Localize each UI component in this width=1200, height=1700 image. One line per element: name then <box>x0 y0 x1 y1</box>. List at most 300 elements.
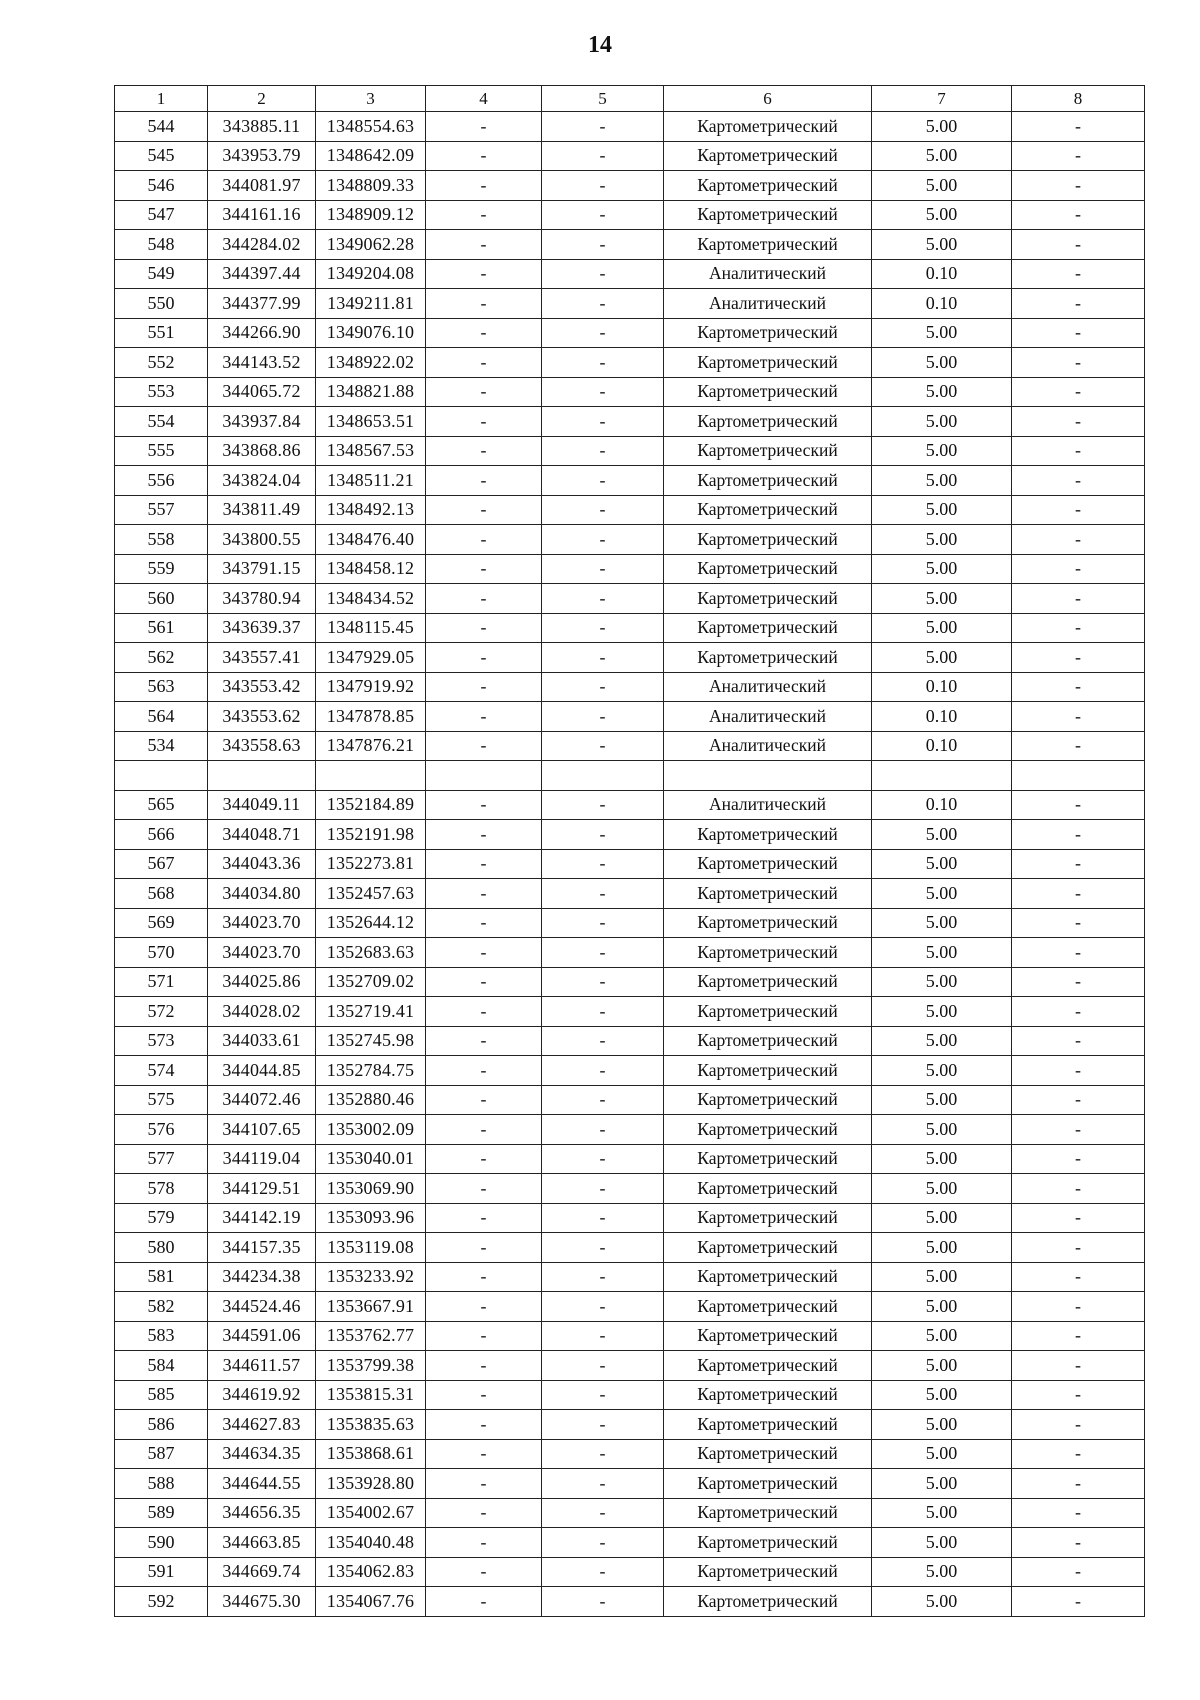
col-4-value-cell: - <box>426 643 542 673</box>
col-4-value-cell: - <box>426 554 542 584</box>
precision-cell: 5.00 <box>872 584 1012 614</box>
precision-cell: 5.00 <box>872 230 1012 260</box>
col-4-value-cell: - <box>426 702 542 732</box>
table-row <box>115 1380 1145 1410</box>
col-5-value-cell: - <box>542 1557 664 1587</box>
col-8-value-cell: - <box>1012 112 1145 142</box>
col-4-value-cell: - <box>426 1587 542 1617</box>
table-row <box>115 731 1145 761</box>
col-5-value-cell: - <box>542 1528 664 1558</box>
col-5-value-cell: - <box>542 1056 664 1086</box>
method-cell: Картометрический <box>664 1056 872 1086</box>
method-cell: Картометрический <box>664 495 872 525</box>
coord-x-cell: 344119.04 <box>208 1144 316 1174</box>
col-4-value-cell: - <box>426 1351 542 1381</box>
precision-cell: 0.10 <box>872 702 1012 732</box>
point-number-cell: 544 <box>115 112 208 142</box>
col-8-value-cell: - <box>1012 1380 1145 1410</box>
col-8-value-cell: - <box>1012 1321 1145 1351</box>
precision-cell: 5.00 <box>872 1026 1012 1056</box>
col-4-value-cell: - <box>426 672 542 702</box>
col-4-value-cell: - <box>426 318 542 348</box>
col-4-value-cell: - <box>426 436 542 466</box>
point-number-cell: 591 <box>115 1557 208 1587</box>
col-8-value-cell: - <box>1012 1174 1145 1204</box>
col-5-value-cell: - <box>542 466 664 496</box>
column-header-8: 8 <box>1012 86 1145 112</box>
point-number-cell: 557 <box>115 495 208 525</box>
col-5-value-cell: - <box>542 1203 664 1233</box>
coord-x-cell: 344644.55 <box>208 1469 316 1499</box>
table-row <box>115 761 1145 791</box>
table-row <box>115 849 1145 879</box>
table-row <box>115 790 1145 820</box>
col-5-value-cell: - <box>542 908 664 938</box>
coord-x-cell: 344034.80 <box>208 879 316 909</box>
col-4-value-cell: - <box>426 525 542 555</box>
coord-x-cell: 344656.35 <box>208 1498 316 1528</box>
coord-y-cell: 1352273.81 <box>316 849 426 879</box>
table-row <box>115 112 1145 142</box>
method-cell: Картометрический <box>664 1262 872 1292</box>
precision-cell: 0.10 <box>872 259 1012 289</box>
col-8-value-cell: - <box>1012 171 1145 201</box>
method-cell: Аналитический <box>664 790 872 820</box>
col-4-value-cell: - <box>426 200 542 230</box>
precision-cell: 5.00 <box>872 377 1012 407</box>
col-5-value-cell: - <box>542 495 664 525</box>
column-header-2: 2 <box>208 86 316 112</box>
method-cell: Картометрический <box>664 1587 872 1617</box>
method-cell: Картометрический <box>664 1174 872 1204</box>
coord-x-cell: 343553.42 <box>208 672 316 702</box>
table-row <box>115 967 1145 997</box>
coord-y-cell: 1348922.02 <box>316 348 426 378</box>
coord-x-cell: 343953.79 <box>208 141 316 171</box>
precision-cell: 5.00 <box>872 495 1012 525</box>
coord-y-cell: 1354002.67 <box>316 1498 426 1528</box>
coord-y-cell: 1352719.41 <box>316 997 426 1027</box>
method-cell: Картометрический <box>664 820 872 850</box>
coord-x-cell: 343800.55 <box>208 525 316 555</box>
col-5-value-cell: - <box>542 348 664 378</box>
point-number-cell: 550 <box>115 289 208 319</box>
col-5-value-cell: - <box>542 1351 664 1381</box>
point-number-cell: 554 <box>115 407 208 437</box>
table-row <box>115 1557 1145 1587</box>
precision-cell: 5.00 <box>872 997 1012 1027</box>
col-8-value-cell: - <box>1012 141 1145 171</box>
col-8-value-cell: - <box>1012 1469 1145 1499</box>
table-row <box>115 259 1145 289</box>
method-cell: Картометрический <box>664 1410 872 1440</box>
point-number-cell: 549 <box>115 259 208 289</box>
point-number-cell: 590 <box>115 1528 208 1558</box>
method-cell: Картометрический <box>664 1557 872 1587</box>
coord-y-cell: 1353119.08 <box>316 1233 426 1263</box>
col-8-value-cell: - <box>1012 525 1145 555</box>
precision-cell: 5.00 <box>872 1528 1012 1558</box>
precision-cell: 5.00 <box>872 1410 1012 1440</box>
coord-x-cell: 344044.85 <box>208 1056 316 1086</box>
col-8-value-cell: - <box>1012 1528 1145 1558</box>
col-5-value-cell: - <box>542 318 664 348</box>
method-cell: Картометрический <box>664 554 872 584</box>
coord-x-cell: 344065.72 <box>208 377 316 407</box>
col-4-value-cell: - <box>426 1203 542 1233</box>
precision-cell: 5.00 <box>872 1439 1012 1469</box>
coord-x-cell: 343553.62 <box>208 702 316 732</box>
coord-x-cell: 343885.11 <box>208 112 316 142</box>
method-cell: Картометрический <box>664 997 872 1027</box>
col-4-value-cell: - <box>426 1144 542 1174</box>
method-cell: Картометрический <box>664 1439 872 1469</box>
coord-y-cell: 1352191.98 <box>316 820 426 850</box>
coord-x-cell: 344157.35 <box>208 1233 316 1263</box>
point-number-cell: 566 <box>115 820 208 850</box>
point-number-cell: 585 <box>115 1380 208 1410</box>
precision-cell: 5.00 <box>872 820 1012 850</box>
precision-cell: 5.00 <box>872 1292 1012 1322</box>
col-4-value-cell: - <box>426 348 542 378</box>
point-number-cell: 563 <box>115 672 208 702</box>
col-8-value-cell: - <box>1012 731 1145 761</box>
col-5-value-cell: - <box>542 613 664 643</box>
col-5-value-cell: - <box>542 1410 664 1440</box>
col-4-value-cell: - <box>426 1026 542 1056</box>
method-cell: Аналитический <box>664 672 872 702</box>
column-header-3: 3 <box>316 86 426 112</box>
coord-y-cell: 1348476.40 <box>316 525 426 555</box>
table-row <box>115 702 1145 732</box>
table-row <box>115 525 1145 555</box>
col-4-value-cell: - <box>426 171 542 201</box>
col-8-value-cell: - <box>1012 1262 1145 1292</box>
col-5-value-cell: - <box>542 407 664 437</box>
col-8-value-cell: - <box>1012 289 1145 319</box>
point-number-cell: 581 <box>115 1262 208 1292</box>
col-8-value-cell: - <box>1012 495 1145 525</box>
coord-y-cell: 1348653.51 <box>316 407 426 437</box>
col-8-value-cell: - <box>1012 259 1145 289</box>
coord-y-cell: 1353667.91 <box>316 1292 426 1322</box>
precision-cell: 5.00 <box>872 1056 1012 1086</box>
col-8-value-cell: - <box>1012 1439 1145 1469</box>
table-row <box>115 318 1145 348</box>
precision-cell: 5.00 <box>872 1262 1012 1292</box>
coord-x-cell: 343557.41 <box>208 643 316 673</box>
method-cell <box>664 761 872 791</box>
method-cell: Картометрический <box>664 230 872 260</box>
point-number-cell: 564 <box>115 702 208 732</box>
col-4-value-cell: - <box>426 1321 542 1351</box>
method-cell: Картометрический <box>664 1026 872 1056</box>
col-4-value-cell: - <box>426 495 542 525</box>
coord-y-cell: 1352784.75 <box>316 1056 426 1086</box>
coord-x-cell: 343780.94 <box>208 584 316 614</box>
coord-x-cell: 344048.71 <box>208 820 316 850</box>
col-5-value-cell: - <box>542 554 664 584</box>
col-5-value-cell: - <box>542 1587 664 1617</box>
coord-x-cell: 343937.84 <box>208 407 316 437</box>
coord-y-cell: 1353069.90 <box>316 1174 426 1204</box>
point-number-cell: 576 <box>115 1115 208 1145</box>
coord-y-cell: 1352683.63 <box>316 938 426 968</box>
precision-cell: 0.10 <box>872 289 1012 319</box>
coord-y-cell: 1348434.52 <box>316 584 426 614</box>
col-5-value-cell: - <box>542 584 664 614</box>
table-row <box>115 466 1145 496</box>
coord-y-cell: 1353799.38 <box>316 1351 426 1381</box>
method-cell: Картометрический <box>664 879 872 909</box>
coord-x-cell: 344072.46 <box>208 1085 316 1115</box>
coord-y-cell: 1348909.12 <box>316 200 426 230</box>
col-4-value-cell: - <box>426 1469 542 1499</box>
col-8-value-cell: - <box>1012 938 1145 968</box>
point-number-cell: 572 <box>115 997 208 1027</box>
point-number-cell <box>115 761 208 791</box>
coord-x-cell: 344675.30 <box>208 1587 316 1617</box>
col-8-value-cell: - <box>1012 407 1145 437</box>
col-4-value-cell: - <box>426 466 542 496</box>
coord-x-cell: 344591.06 <box>208 1321 316 1351</box>
method-cell: Картометрический <box>664 436 872 466</box>
precision-cell: 5.00 <box>872 879 1012 909</box>
col-8-value-cell: - <box>1012 1292 1145 1322</box>
column-header-6: 6 <box>664 86 872 112</box>
coordinates-table <box>114 85 1145 1617</box>
point-number-cell: 567 <box>115 849 208 879</box>
col-5-value-cell: - <box>542 200 664 230</box>
col-5-value-cell: - <box>542 525 664 555</box>
point-number-cell: 558 <box>115 525 208 555</box>
precision-cell: 5.00 <box>872 1587 1012 1617</box>
col-4-value-cell: - <box>426 1498 542 1528</box>
col-5-value-cell: - <box>542 230 664 260</box>
coord-x-cell: 344524.46 <box>208 1292 316 1322</box>
column-header-7: 7 <box>872 86 1012 112</box>
col-5-value-cell: - <box>542 1262 664 1292</box>
col-5-value-cell: - <box>542 436 664 466</box>
col-8-value-cell: - <box>1012 1026 1145 1056</box>
column-header-4: 4 <box>426 86 542 112</box>
method-cell: Картометрический <box>664 938 872 968</box>
col-5-value-cell: - <box>542 377 664 407</box>
table-row <box>115 1144 1145 1174</box>
coord-y-cell: 1353928.80 <box>316 1469 426 1499</box>
coord-y-cell: 1352745.98 <box>316 1026 426 1056</box>
method-cell: Картометрический <box>664 1085 872 1115</box>
col-5-value-cell: - <box>542 702 664 732</box>
col-8-value-cell: - <box>1012 790 1145 820</box>
coord-y-cell: 1352709.02 <box>316 967 426 997</box>
col-5-value-cell: - <box>542 997 664 1027</box>
point-number-cell: 578 <box>115 1174 208 1204</box>
method-cell: Картометрический <box>664 967 872 997</box>
coord-x-cell: 344663.85 <box>208 1528 316 1558</box>
precision-cell: 5.00 <box>872 436 1012 466</box>
col-8-value-cell: - <box>1012 348 1145 378</box>
col-5-value-cell: - <box>542 790 664 820</box>
col-5-value-cell: - <box>542 1174 664 1204</box>
coord-x-cell: 344611.57 <box>208 1351 316 1381</box>
col-5-value-cell: - <box>542 731 664 761</box>
coord-y-cell: 1353762.77 <box>316 1321 426 1351</box>
method-cell: Картометрический <box>664 1233 872 1263</box>
precision-cell: 5.00 <box>872 938 1012 968</box>
coord-x-cell: 343824.04 <box>208 466 316 496</box>
coord-y-cell: 1349076.10 <box>316 318 426 348</box>
coord-y-cell: 1349204.08 <box>316 259 426 289</box>
table-row <box>115 436 1145 466</box>
method-cell: Картометрический <box>664 1203 872 1233</box>
col-4-value-cell: - <box>426 1233 542 1263</box>
precision-cell: 5.00 <box>872 1085 1012 1115</box>
coord-x-cell: 343811.49 <box>208 495 316 525</box>
table-row <box>115 554 1145 584</box>
col-5-value-cell: - <box>542 1380 664 1410</box>
col-4-value-cell: - <box>426 908 542 938</box>
precision-cell: 5.00 <box>872 171 1012 201</box>
precision-cell: 5.00 <box>872 1498 1012 1528</box>
table-row <box>115 908 1145 938</box>
col-8-value-cell: - <box>1012 613 1145 643</box>
method-cell: Картометрический <box>664 1380 872 1410</box>
point-number-cell: 584 <box>115 1351 208 1381</box>
coord-x-cell: 344023.70 <box>208 938 316 968</box>
precision-cell: 5.00 <box>872 554 1012 584</box>
col-4-value-cell: - <box>426 613 542 643</box>
precision-cell: 0.10 <box>872 790 1012 820</box>
precision-cell: 5.00 <box>872 141 1012 171</box>
coord-x-cell: 344234.38 <box>208 1262 316 1292</box>
coord-y-cell: 1348821.88 <box>316 377 426 407</box>
coord-x-cell: 344023.70 <box>208 908 316 938</box>
point-number-cell: 574 <box>115 1056 208 1086</box>
coord-x-cell: 344025.86 <box>208 967 316 997</box>
col-4-value-cell: - <box>426 289 542 319</box>
method-cell: Картометрический <box>664 1292 872 1322</box>
coord-y-cell: 1348809.33 <box>316 171 426 201</box>
point-number-cell: 534 <box>115 731 208 761</box>
table-row <box>115 879 1145 909</box>
coord-y-cell: 1348642.09 <box>316 141 426 171</box>
col-5-value-cell: - <box>542 967 664 997</box>
coord-y-cell: 1353233.92 <box>316 1262 426 1292</box>
method-cell: Картометрический <box>664 171 872 201</box>
col-8-value-cell: - <box>1012 820 1145 850</box>
table-row <box>115 1085 1145 1115</box>
table-row <box>115 141 1145 171</box>
col-5-value-cell: - <box>542 879 664 909</box>
column-header-1: 1 <box>115 86 208 112</box>
table-row <box>115 1439 1145 1469</box>
method-cell: Картометрический <box>664 141 872 171</box>
coord-x-cell: 344049.11 <box>208 790 316 820</box>
method-cell: Картометрический <box>664 1351 872 1381</box>
coord-x-cell: 344028.02 <box>208 997 316 1027</box>
col-5-value-cell: - <box>542 1321 664 1351</box>
col-4-value-cell: - <box>426 967 542 997</box>
table-row <box>115 200 1145 230</box>
precision-cell: 5.00 <box>872 1469 1012 1499</box>
method-cell: Картометрический <box>664 643 872 673</box>
table-row <box>115 1528 1145 1558</box>
coord-x-cell: 344081.97 <box>208 171 316 201</box>
point-number-cell: 548 <box>115 230 208 260</box>
precision-cell <box>872 761 1012 791</box>
precision-cell: 0.10 <box>872 672 1012 702</box>
col-4-value-cell: - <box>426 731 542 761</box>
col-8-value-cell: - <box>1012 643 1145 673</box>
col-8-value-cell: - <box>1012 702 1145 732</box>
col-4-value-cell: - <box>426 1439 542 1469</box>
col-4-value-cell: - <box>426 112 542 142</box>
table-row <box>115 348 1145 378</box>
table-row <box>115 1115 1145 1145</box>
point-number-cell: 577 <box>115 1144 208 1174</box>
coord-y-cell: 1347876.21 <box>316 731 426 761</box>
col-5-value-cell: - <box>542 1026 664 1056</box>
col-5-value-cell: - <box>542 1439 664 1469</box>
page-number: 14 <box>588 32 612 58</box>
col-4-value-cell: - <box>426 938 542 968</box>
col-8-value-cell: - <box>1012 849 1145 879</box>
precision-cell: 5.00 <box>872 1203 1012 1233</box>
table-row <box>115 938 1145 968</box>
method-cell: Картометрический <box>664 407 872 437</box>
point-number-cell: 552 <box>115 348 208 378</box>
table-header-row <box>115 86 1145 112</box>
coord-y-cell: 1347929.05 <box>316 643 426 673</box>
coord-y-cell: 1354040.48 <box>316 1528 426 1558</box>
point-number-cell: 569 <box>115 908 208 938</box>
col-8-value-cell: - <box>1012 230 1145 260</box>
table-row <box>115 377 1145 407</box>
coord-x-cell: 343791.15 <box>208 554 316 584</box>
point-number-cell: 561 <box>115 613 208 643</box>
point-number-cell: 587 <box>115 1439 208 1469</box>
coord-y-cell: 1348511.21 <box>316 466 426 496</box>
col-4-value-cell: - <box>426 377 542 407</box>
point-number-cell: 553 <box>115 377 208 407</box>
method-cell: Аналитический <box>664 259 872 289</box>
col-8-value-cell: - <box>1012 1557 1145 1587</box>
precision-cell: 5.00 <box>872 318 1012 348</box>
table-row <box>115 171 1145 201</box>
point-number-cell: 551 <box>115 318 208 348</box>
table-row <box>115 1233 1145 1263</box>
col-4-value-cell: - <box>426 1410 542 1440</box>
column-header-5: 5 <box>542 86 664 112</box>
point-number-cell: 575 <box>115 1085 208 1115</box>
coord-x-cell: 344397.44 <box>208 259 316 289</box>
point-number-cell: 592 <box>115 1587 208 1617</box>
coord-y-cell: 1352880.46 <box>316 1085 426 1115</box>
coord-y-cell: 1354062.83 <box>316 1557 426 1587</box>
coord-x-cell: 344627.83 <box>208 1410 316 1440</box>
coord-x-cell: 344043.36 <box>208 849 316 879</box>
table-row <box>115 1410 1145 1440</box>
point-number-cell: 556 <box>115 466 208 496</box>
precision-cell: 5.00 <box>872 1380 1012 1410</box>
coord-y-cell: 1347878.85 <box>316 702 426 732</box>
col-5-value-cell: - <box>542 259 664 289</box>
point-number-cell: 560 <box>115 584 208 614</box>
coord-x-cell: 343868.86 <box>208 436 316 466</box>
col-8-value-cell: - <box>1012 1410 1145 1440</box>
precision-cell: 5.00 <box>872 643 1012 673</box>
